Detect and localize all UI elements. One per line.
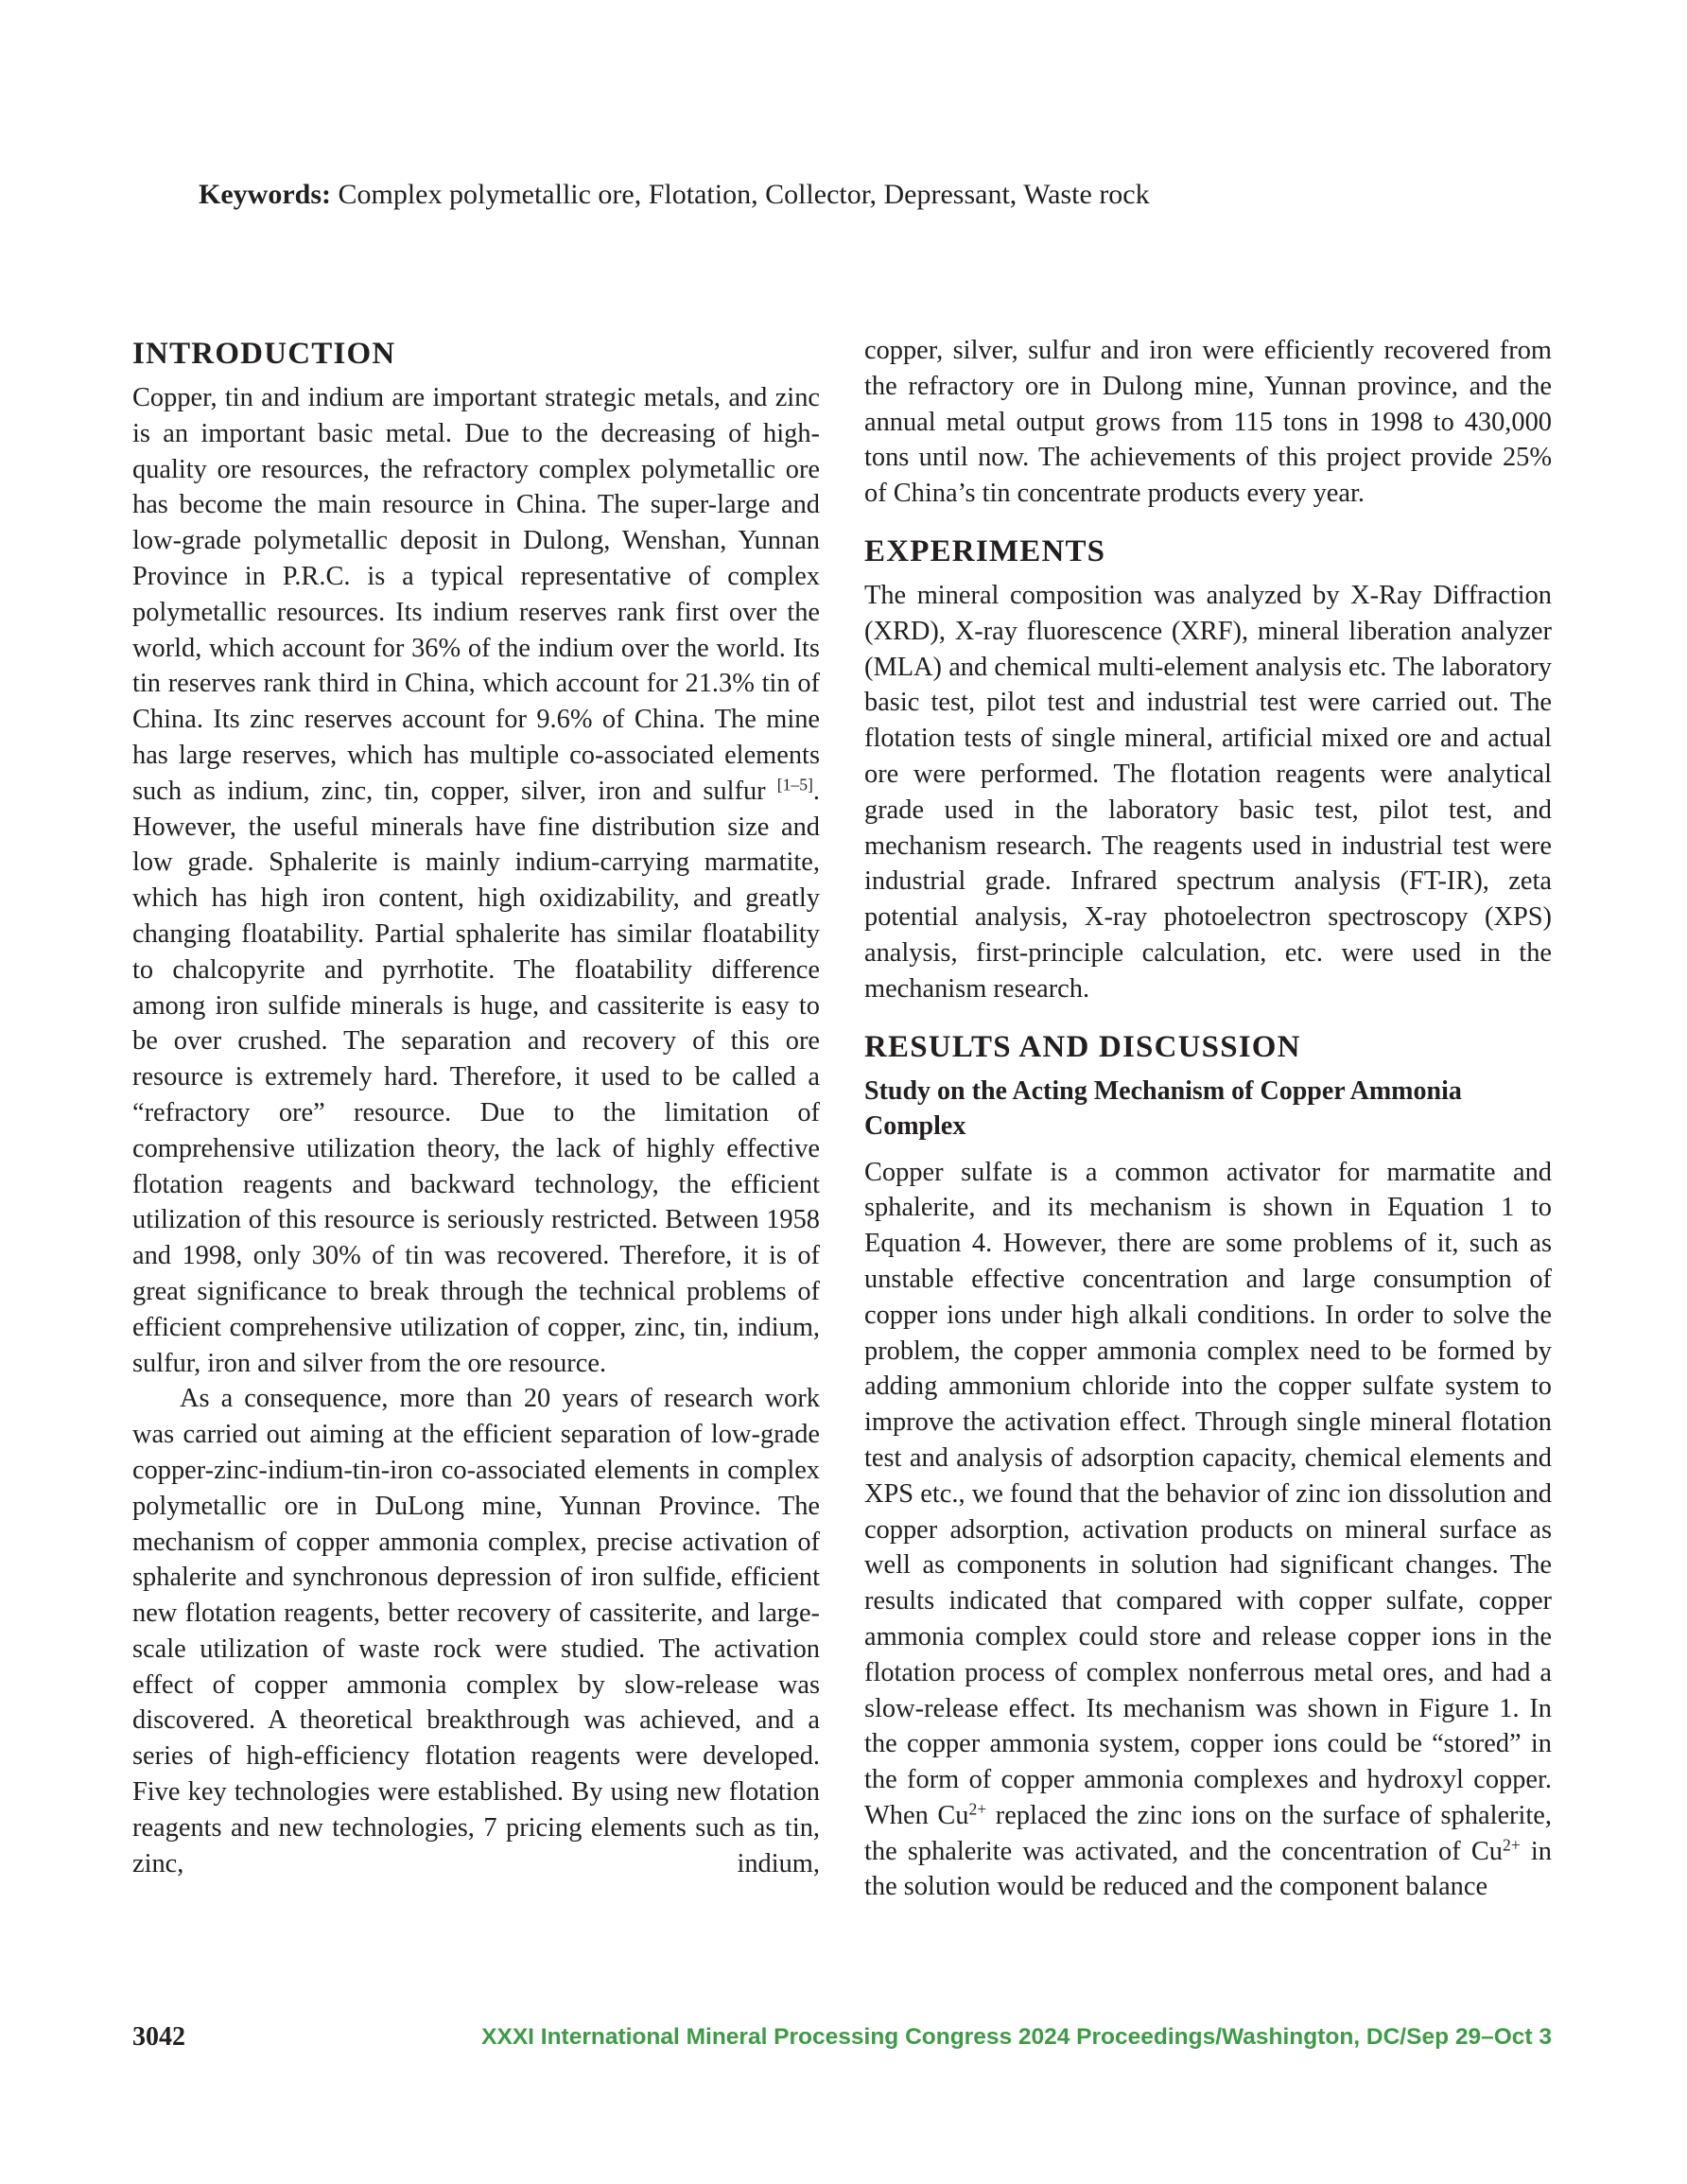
experiments-heading: EXPERIMENTS [864, 533, 1106, 568]
keywords-text: Complex polymetallic ore, Flotation, Collector, Depressant, Waste rock [330, 179, 1150, 210]
intro-p1-text-b: . However, the useful minerals have fine distribution size and low grade. Sphalerite is mainly indium-carrying marmatite, which has high iron content, high oxidizability, and greatly changing floatability. Partial sphalerite has similar floatability to chalcopyrite and pyrrhotite. The floatability difference among iron sulfide minerals is huge, and cassiterite is easy to be over crushed. The separation and recovery of this ore resource is extremely hard. Therefore, it used to be called a “refractory ore” resource. Due to the limitation of comprehensive utilization theory, the lack of highly effective flotation reagents and backward technology, the efficient utilization of this resource is seriously restricted. Between 1958 and 1998, only 30% of tin was recovered. Therefore, it is of great significance to break through the technical problems of efficient comprehensive utilization of copper, zinc, tin, indium, sulfur, iron and silver from the ore resource. [132, 776, 820, 1378]
page-number: 3042 [132, 2022, 185, 2052]
intro-p1-text-a: Copper, tin and indium are important strategic metals, and zinc is an important basic metal. Due to the decreasing of high-quality ore resources, the refractory complex polymetallic ore has become the main resource in China. The super-large and low-grade polymetallic deposit in Dulong, Wenshan, Yunnan Province in P.R.C. is a typical representative of complex polymetallic resources. Its indium reserves rank first over the world, which account for 36% of the indium over the world. Its tin reserves rank third in China, which account for 21.3% tin of China. Its zinc reserves account for 9.6% of China. The mine has large reserves, which has multiple co-associated elements such as indium, zinc, tin, copper, silver, iron and sulfur [132, 383, 820, 806]
introduction-paragraph-2: As a consequence, more than 20 years of research work was carried out aiming at the efficient separation of low-grade copper-zinc-indium-tin-iron co-associated elements in complex polymetallic ore in DuLong mine, Yunnan Province. The mechanism of copper ammonia complex, precise activation of sphalerite and synchronous depression of iron sulfide, efficient new flotation reagents, better recovery of cassiterite, and large-scale utilization of waste rock were studied. The activation effect of copper ammonia complex by slow-release was discovered. A theoretical breakthrough was achieved, and a series of high-efficiency flotation reagents were developed. Five key technologies were established. By using new flotation reagents and new technologies, 7 pricing elements such as tin, zinc, indium, [132, 1384, 820, 1878]
keywords-label: Keywords: [199, 179, 331, 210]
right-column [864, 333, 1552, 1905]
citation-1-5: [1–5] [776, 775, 813, 795]
results-subheading: Study on the Acting Mechanism of Copper Ammonia Complex [864, 1075, 1462, 1141]
left-column [132, 335, 820, 1881]
introduction-paragraph-1 [132, 380, 820, 1381]
introduction-paragraph-2-continued: copper, silver, sulfur and iron were efficiently recovered from the refractory ore in Dulong mine, Yunnan province, and the annual metal output grows from 115 tons in 1998 to 430,000 tons until now. The achievements of this project provide 25% of China’s tin concentrate products every year. [864, 336, 1552, 509]
results-text-a: Copper sulfate is a common activator for marmatite and sphalerite, and its mechanism is shown in Equation 1 to Equation 4. However, there are some problems of it, such as unstable effective concentration and large consumption of copper ions under high alkali conditions. In order to solve the problem, the copper ammonia complex need to be formed by adding ammonium chloride into the copper sulfate system to improve the activation effect. Through single mineral flotation test and analysis of adsorption capacity, chemical elements and XPS etc., we found that the behavior of zinc ion dissolution and copper adsorption, activation products on mineral surface as well as components in solution had significant changes. The results indicated that compared with copper sulfate, copper ammonia complex could store and release copper ions in the flotation process of complex nonferrous metal ores, and had a slow-release effect. Its mechanism was shown in Figure 1. In the copper ammonia system, copper ions could be “stored” in the form of copper ammonia complexes and hydroxyl copper. When Cu [864, 1157, 1552, 1830]
experiments-paragraph: The mineral composition was analyzed by X-Ray Diffraction (XRD), X-ray fluorescence (XRF), mineral liberation analyzer (MLA) and chemical multi-element analysis etc. The laboratory basic test, pilot test and industrial test were carried out. The flotation tests of single mineral, artificial mixed ore and actual ore were performed. The flotation reagents were analytical grade used in the laboratory basic test, pilot test, and mechanism research. The reagents used in industrial test were industrial grade. Infrared spectrum analysis (FT-IR), zeta potential analysis, X-ray photoelectron spectroscopy (XPS) analysis, first-principle calculation, etc. were used in the mechanism research. [864, 580, 1552, 1004]
superscript-charge-2: 2+ [1503, 1835, 1521, 1855]
results-heading: RESULTS AND DISCUSSION [864, 1029, 1301, 1064]
running-footer: XXXI International Mineral Processing Congress 2024 Proceedings/Washington, DC/Sep 29–Oct 3 [481, 2024, 1552, 2050]
keywords-line [199, 176, 1522, 214]
introduction-heading: INTRODUCTION [132, 337, 396, 371]
results-text-c: in the solution would be reduced and the component balance [864, 1836, 1552, 1902]
superscript-charge-1: 2+ [968, 1799, 987, 1819]
results-paragraph [864, 1155, 1552, 1906]
results-text-b: replaced the zinc ions on the surface of sphalerite, the sphalerite was activated, and the concentration of Cu [864, 1800, 1552, 1866]
